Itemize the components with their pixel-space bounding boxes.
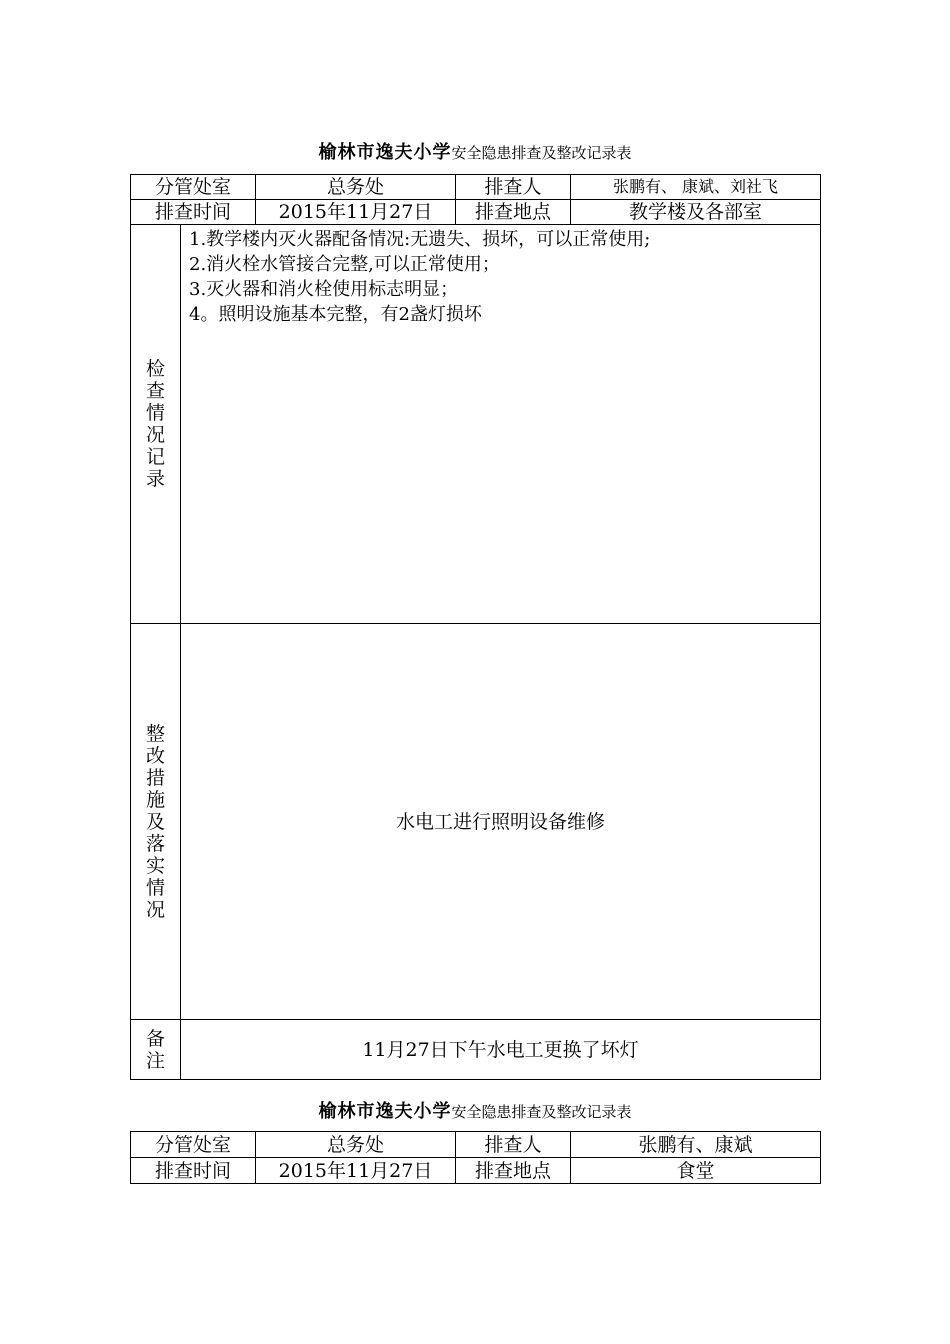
check-record-label: 检 查 情 况 记 录 [131, 225, 181, 624]
time-label: 排查时间 [131, 200, 256, 225]
form-title: 安全隐患排查及整改记录表 [451, 1103, 632, 1121]
dept-label: 分管处室 [131, 1132, 256, 1158]
inspector-value: 张鹏有、 康斌、刘社飞 [571, 175, 821, 200]
note-content: 11月27日下午水电工更换了坏灯 [181, 1020, 821, 1080]
form1-title [130, 138, 820, 164]
time-value: 2015年11月27日 [256, 200, 456, 225]
dept-value: 总务处 [256, 175, 456, 200]
form-title: 安全隐患排查及整改记录表 [451, 144, 632, 162]
place-value: 教学楼及各部室 [571, 200, 821, 225]
note-label: 备 注 [131, 1020, 181, 1080]
check-record-content [181, 225, 821, 624]
school-name: 榆林市逸夫小学 [318, 142, 452, 163]
check-item: 2.消火栓水管接合完整,可以正常使用； [189, 254, 500, 275]
school-name: 榆林市逸夫小学 [318, 1101, 452, 1122]
form1-table [130, 174, 821, 1080]
inspector-label: 排查人 [456, 175, 571, 200]
place-label: 排查地点 [456, 200, 571, 225]
inspector-label: 排查人 [456, 1132, 571, 1158]
place-label: 排查地点 [456, 1158, 571, 1184]
inspector-value: 张鹏有、康斌 [571, 1132, 821, 1158]
check-item: 4。照明设施基本完整，有2盏灯损坏 [189, 304, 482, 325]
dept-value: 总务处 [256, 1132, 456, 1158]
time-value: 2015年11月27日 [256, 1158, 456, 1184]
dept-label: 分管处室 [131, 175, 256, 200]
check-item: 1.教学楼内灭火器配备情况:无遗失、损坏，可以正常使用; [189, 229, 651, 250]
time-label: 排查时间 [131, 1158, 256, 1184]
place-value: 食堂 [571, 1158, 821, 1184]
check-item: 3.灭火器和消火栓使用标志明显； [189, 279, 459, 300]
fix-measures-content: 水电工进行照明设备维修 [181, 624, 821, 1020]
form2-table [130, 1131, 821, 1184]
form2-title [130, 1097, 820, 1123]
fix-measures-label: 整 改 措 施 及 落 实 情 况 [131, 624, 181, 1020]
